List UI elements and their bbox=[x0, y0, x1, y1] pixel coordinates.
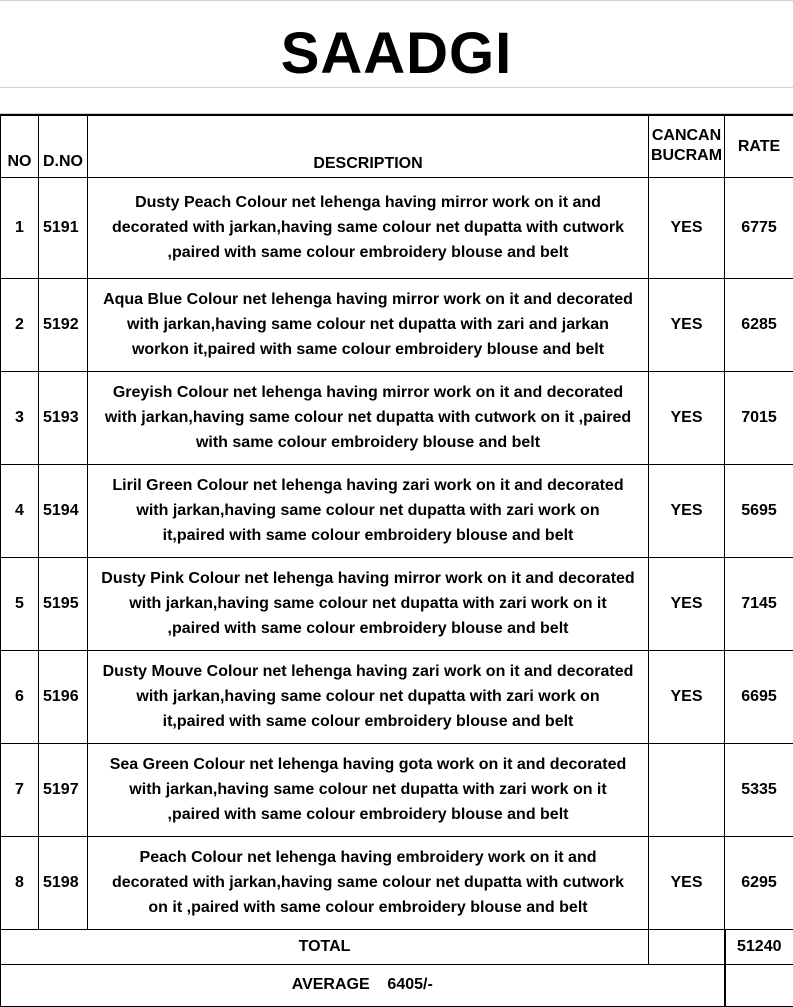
description-line: workon it,paired with same colour embroidery blouse and belt bbox=[131, 341, 605, 358]
header-description: DESCRIPTION bbox=[88, 115, 649, 177]
header-dno: D.NO bbox=[39, 115, 88, 177]
description-line: Sea Green Colour net lehenga having gota work on it and decorated bbox=[109, 756, 627, 773]
header-rate: RATE bbox=[725, 115, 793, 177]
design-number: 5195 bbox=[39, 557, 88, 650]
average-cell bbox=[1, 964, 725, 1006]
row-number: 1 bbox=[1, 177, 39, 278]
description-cell bbox=[88, 650, 649, 743]
description-cell bbox=[88, 836, 649, 929]
row-number: 8 bbox=[1, 836, 39, 929]
average-value: 6405/- bbox=[387, 976, 433, 993]
table-row bbox=[1, 278, 793, 371]
description-line: Liril Green Colour net lehenga having zari work on it and decorated bbox=[112, 477, 624, 494]
description-line: Dusty Mouve Colour net lehenga having zari work on it and decorated bbox=[102, 663, 634, 680]
table-row bbox=[1, 557, 793, 650]
cancan-value: YES bbox=[649, 557, 725, 650]
description-line: Greyish Colour net lehenga having mirror work on it and decorated bbox=[112, 384, 624, 401]
header-cancan-line2: BUCRAM bbox=[650, 147, 723, 165]
cancan-value: YES bbox=[649, 650, 725, 743]
description-cell bbox=[88, 177, 649, 278]
total-cancan-empty bbox=[649, 929, 725, 964]
row-number: 4 bbox=[1, 464, 39, 557]
description-line: decorated with jarkan,having same colour net dupatta with cutwork bbox=[111, 874, 625, 891]
cancan-value: YES bbox=[649, 836, 725, 929]
rate-value: 5695 bbox=[725, 464, 793, 557]
description-line: decorated with jarkan,having same colour net dupatta with cutwork bbox=[111, 219, 625, 236]
table-row bbox=[1, 743, 793, 836]
description-cell bbox=[88, 278, 649, 371]
row-number: 5 bbox=[1, 557, 39, 650]
description-cell bbox=[88, 743, 649, 836]
rate-value: 7145 bbox=[725, 557, 793, 650]
total-row bbox=[1, 929, 793, 964]
total-label: TOTAL bbox=[1, 929, 649, 964]
table-row bbox=[1, 371, 793, 464]
rate-value: 6295 bbox=[725, 836, 793, 929]
design-number: 5198 bbox=[39, 836, 88, 929]
description-line: Dusty Peach Colour net lehenga having mirror work on it and bbox=[135, 194, 601, 211]
cancan-value: YES bbox=[649, 278, 725, 371]
cancan-value: YES bbox=[649, 464, 725, 557]
catalog-table bbox=[0, 114, 793, 1007]
row-number: 6 bbox=[1, 650, 39, 743]
rate-value: 6695 bbox=[725, 650, 793, 743]
description-cell bbox=[88, 371, 649, 464]
description-line: Peach Colour net lehenga having embroidery work on it and bbox=[139, 849, 597, 866]
table-row bbox=[1, 177, 793, 278]
rate-value: 6775 bbox=[725, 177, 793, 278]
brand-title: SAADGI bbox=[280, 21, 513, 86]
cancan-value: YES bbox=[649, 371, 725, 464]
header-cancan bbox=[649, 115, 725, 177]
design-number: 5196 bbox=[39, 650, 88, 743]
header-no: NO bbox=[1, 115, 39, 177]
description-line: it,paired with same colour embroidery blouse and belt bbox=[162, 713, 574, 730]
row-number: 2 bbox=[1, 278, 39, 371]
average-empty bbox=[725, 964, 793, 1006]
design-number: 5192 bbox=[39, 278, 88, 371]
row-number: 3 bbox=[1, 371, 39, 464]
average-row bbox=[1, 964, 793, 1006]
header-cancan-line1: CANCAN bbox=[651, 127, 722, 145]
description-line: ,paired with same colour embroidery blouse and belt bbox=[167, 244, 569, 261]
description-line: with jarkan,having same colour net dupatta with zari and jarkan bbox=[127, 316, 609, 333]
rate-value: 5335 bbox=[725, 743, 793, 836]
description-line: with jarkan,having same colour net dupatta with zari work on it bbox=[129, 595, 607, 612]
total-value: 51240 bbox=[725, 929, 793, 964]
description-line: ,paired with same colour embroidery blouse and belt bbox=[167, 806, 569, 823]
description-line: ,paired with same colour embroidery blouse and belt bbox=[167, 620, 569, 637]
row-number: 7 bbox=[1, 743, 39, 836]
rate-value: 6285 bbox=[725, 278, 793, 371]
design-number: 5194 bbox=[39, 464, 88, 557]
design-number: 5197 bbox=[39, 743, 88, 836]
description-line: with jarkan,having same colour net dupatta with cutwork on it ,paired bbox=[104, 409, 632, 426]
description-line: it,paired with same colour embroidery blouse and belt bbox=[162, 527, 574, 544]
cancan-value bbox=[649, 743, 725, 836]
header-row bbox=[1, 115, 793, 177]
rate-value: 7015 bbox=[725, 371, 793, 464]
average-label: AVERAGE bbox=[291, 976, 370, 993]
description-line: Aqua Blue Colour net lehenga having mirror work on it and decorated bbox=[103, 291, 633, 308]
table-row bbox=[1, 464, 793, 557]
description-line: with jarkan,having same colour net dupatta with zari work on it bbox=[129, 781, 607, 798]
description-line: Dusty Pink Colour net lehenga having mirror work on it and decorated bbox=[101, 570, 635, 587]
spacer-row bbox=[0, 88, 793, 114]
description-line: on it ,paired with same colour embroidery blouse and belt bbox=[148, 899, 588, 916]
design-number: 5193 bbox=[39, 371, 88, 464]
table-row bbox=[1, 836, 793, 929]
design-number: 5191 bbox=[39, 177, 88, 278]
description-cell bbox=[88, 464, 649, 557]
cancan-value: YES bbox=[649, 177, 725, 278]
description-line: with jarkan,having same colour net dupatta with zari work on bbox=[136, 688, 600, 705]
table-row bbox=[1, 650, 793, 743]
description-line: with same colour embroidery blouse and belt bbox=[195, 434, 541, 451]
description-cell bbox=[88, 557, 649, 650]
title-area bbox=[0, 0, 793, 88]
description-line: with jarkan,having same colour net dupatta with zari work on bbox=[136, 502, 600, 519]
